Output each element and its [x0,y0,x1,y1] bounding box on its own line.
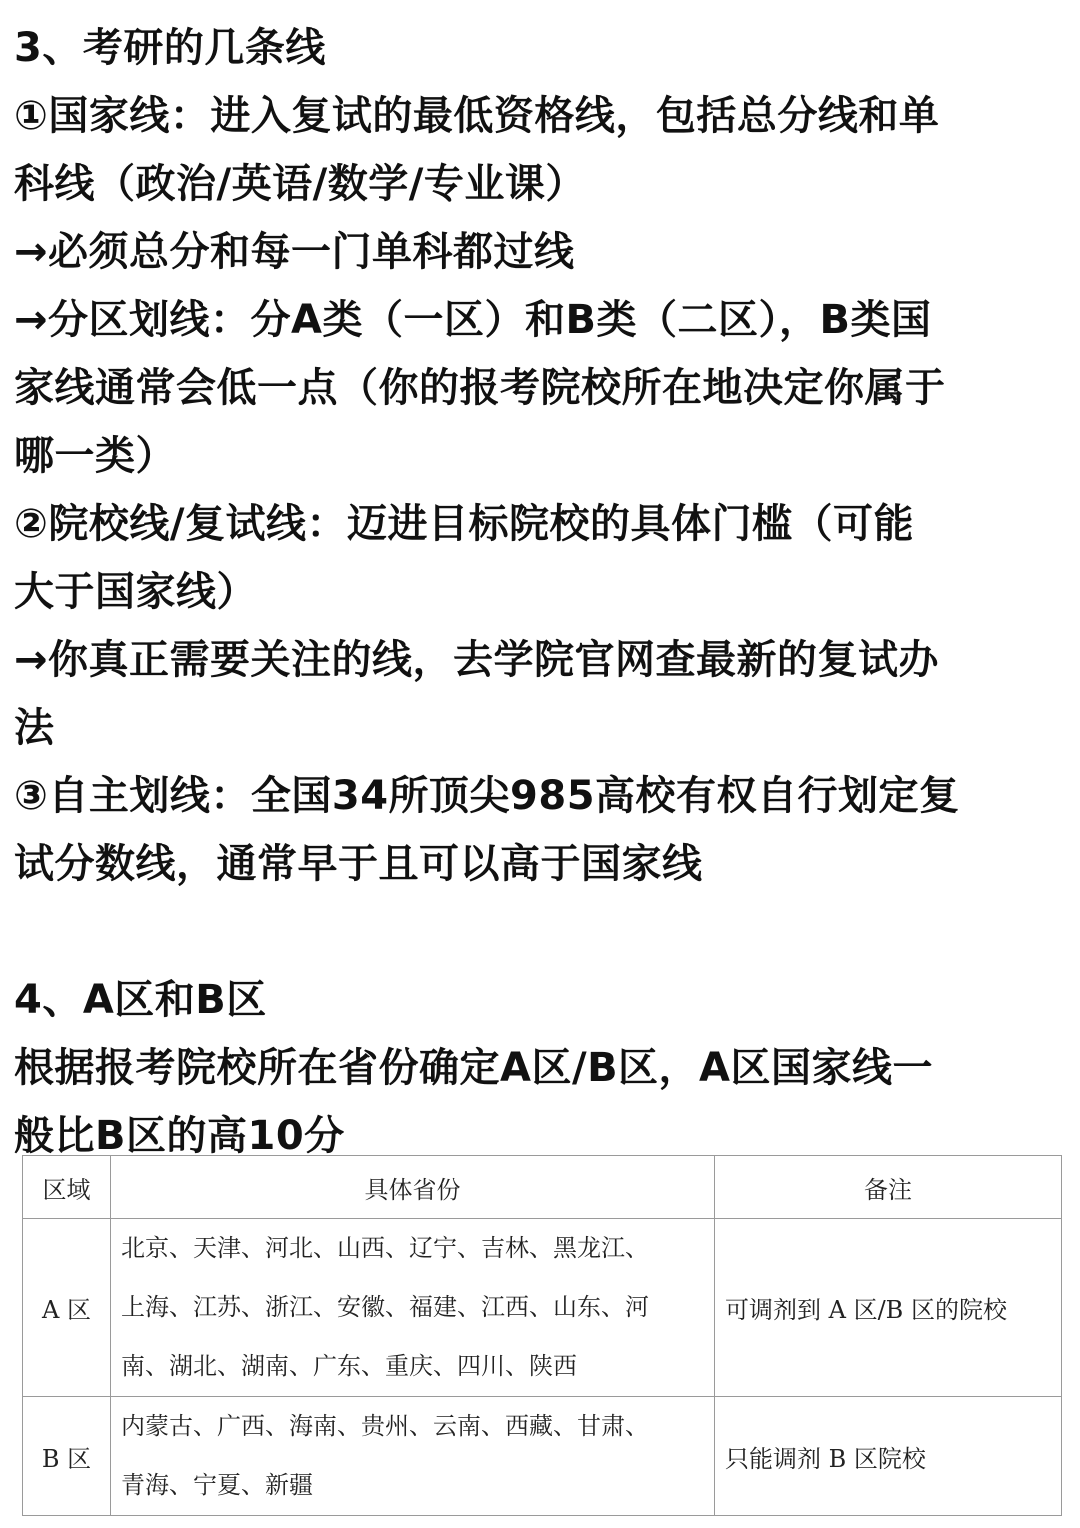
header-region: 区域 [23,1156,111,1219]
section-3-heading: 3、考研的几条线 [14,25,326,71]
section-3-line: ①国家线：进入复试的最低资格线，包括总分线和单 [14,93,940,139]
header-provinces: 具体省份 [111,1156,715,1219]
region-table [22,1155,1062,1516]
section-3-line: 哪一类） [14,433,176,479]
region-a-cell: A 区 [23,1219,111,1397]
region-b-provinces [111,1397,715,1516]
header-notes: 备注 [715,1156,1062,1219]
province-line: 上海、江苏、浙江、安徽、福建、江西、山东、河 [121,1293,649,1321]
section-3-line: 大于国家线） [14,569,257,615]
section-3-line: 科线（政治/英语/数学/专业课） [14,161,586,207]
table-row-b [23,1397,1062,1516]
region-b-note: 只能调剂 B 区院校 [715,1397,1062,1516]
region-a-note: 可调剂到 A 区/B 区的院校 [715,1219,1062,1397]
region-b-cell: B 区 [23,1397,111,1516]
section-4-line: 根据报考院校所在省份确定A区/B区，A区国家线一 [14,1045,934,1091]
section-3-line: 法 [14,705,55,751]
table-header-row [23,1156,1062,1219]
section-4-heading: 4、A区和B区 [14,977,267,1023]
section-3-line: 家线通常会低一点（你的报考院校所在地决定你属于 [14,365,946,411]
section-3-line: ③自主划线：全国34所顶尖985高校有权自行划定复 [14,773,960,819]
section-spacer [14,898,1066,966]
section-3-line: ②院校线/复试线：迈进目标院校的具体门槛（可能 [14,501,914,547]
section-3-line: 试分数线，通常早于且可以高于国家线 [14,841,703,887]
province-line: 南、湖北、湖南、广东、重庆、四川、陕西 [121,1352,577,1380]
province-line: 北京、天津、河北、山西、辽宁、吉林、黑龙江、 [121,1234,649,1262]
section-3-line: →你真正需要关注的线，去学院官网查最新的复试办 [14,637,940,683]
article-body [14,14,1066,1170]
table-row-a [23,1219,1062,1397]
section-4-line: 般比B区的高10分 [14,1113,345,1159]
region-a-provinces [111,1219,715,1397]
section-3-line: →必须总分和每一门单科都过线 [14,229,575,275]
province-line: 青海、宁夏、新疆 [121,1471,313,1499]
section-3-line: →分区划线：分A类（一区）和B类（二区），B类国 [14,297,932,343]
province-line: 内蒙古、广西、海南、贵州、云南、西藏、甘肃、 [121,1412,649,1440]
